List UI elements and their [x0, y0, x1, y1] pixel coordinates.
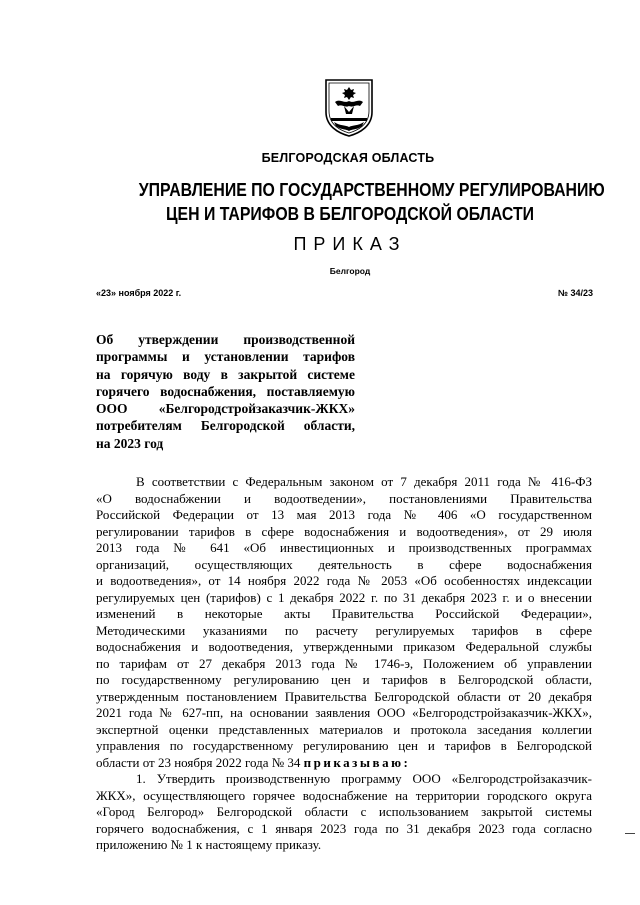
body-line: В соответствии с Федеральным законом от 7 декабря 2011 года № 416-ФЗ — [136, 474, 592, 489]
item-1-line: приложению № 1 к настоящему приказу. — [96, 837, 322, 852]
subject-line: на 2023 год — [96, 435, 164, 451]
subject-line: Об утверждении производственной — [96, 332, 355, 347]
body-line: Методическими указаниями по расчету регулируемых тарифов в сфере — [96, 622, 592, 638]
item-1-line: 1. Утвердить производственную программу ООО «Белгородстройзаказчик- — [136, 771, 592, 786]
body-line: организаций, осуществляющих деятельность в сфере водоснабжения — [96, 556, 592, 572]
body-line: 2021 года № 627-пп, на основании заявления ООО «Белгородстройзаказчик-ЖКХ», — [96, 705, 592, 720]
document-date: «23» ноября 2022 г. — [96, 288, 182, 298]
document-type: ПРИКАЗ — [293, 234, 407, 254]
subject-line: на горячую воду в закрытой системе — [96, 366, 355, 382]
item-1-line: «Город Белгород» Белгородской области с использованием закрытой системы — [96, 804, 592, 819]
body-line: изменений в некоторые акты Правительства Российской Федерации», — [96, 606, 592, 621]
document-number: № 34/23 — [557, 288, 593, 298]
margin-mark — [625, 833, 635, 834]
body-line: регулировании тарифов в сфере водоснабжения и водоотведения», от 29 июля — [96, 523, 592, 539]
document-subject — [96, 331, 355, 452]
body-line: экспертной оценки представленных материалов и протокола заседания коллегии — [96, 721, 592, 737]
agency-name-line-1: УПРАВЛЕНИЕ ПО ГОСУДАРСТВЕННОМУ РЕГУЛИРОВАНИЮ — [138, 180, 605, 200]
item-1-line: горячего водоснабжения, с 1 января 2023 года по 31 декабря 2023 года согласно — [96, 820, 592, 836]
subject-line: горячего водоснабжения, поставляемую — [96, 383, 355, 399]
body-line-text: области от 23 ноября 2022 года № 34 — [96, 754, 301, 770]
subject-line: потребителям Белгородской области, — [96, 418, 355, 434]
body-line-with-order — [96, 755, 592, 772]
body-line: управления по государственному регулированию цен и тарифов в Белгородской — [96, 738, 592, 753]
coat-of-arms-emblem — [322, 78, 376, 138]
body-line: утвержденным постановлением Правительства Белгородской области от 20 декабря — [96, 688, 592, 704]
item-1-line: ЖКХ», осуществляющего горячее водоснабжение на территории городского округа — [96, 787, 592, 803]
body-line: водоснабжения и водоотведения, утвержденными приказом Федеральной службы — [96, 639, 592, 654]
body-line: 2013 года № 641 «Об инвестиционных и производственных программах — [96, 540, 592, 555]
order-word: приказываю: — [303, 754, 411, 770]
subject-line: программы и установлении тарифов — [96, 349, 355, 365]
body-line: и водоотведения», от 14 ноября 2022 года № 2053 «Об особенностях индексации — [96, 573, 592, 588]
body-line: по государственному регулированию цен и тарифов в Белгородской области, — [96, 672, 592, 687]
agency-name — [138, 178, 605, 226]
body-line: Российской Федерации от 13 мая 2013 года № 406 «О государственном — [96, 507, 592, 522]
city-name: Белгород — [329, 266, 371, 276]
body-line: «О водоснабжении и водоотведении», постановлениями Правительства — [96, 490, 592, 506]
subject-line: ООО «Белгородстройзаказчик-ЖКХ» — [96, 401, 355, 417]
body-line: регулируемых цен (тарифов) с 1 декабря 2022 г. по 31 декабря 2023 г. и о внесении — [96, 589, 592, 605]
document-body — [96, 474, 592, 854]
region-name: БЕЛГОРОДСКАЯ ОБЛАСТЬ — [261, 151, 435, 165]
body-line: по тарифам от 27 декабря 2013 года № 1746-э, Положением об управлении — [96, 655, 592, 671]
agency-name-line-2: ЦЕН И ТАРИФОВ В БЕЛГОРОДСКОЙ ОБЛАСТИ — [165, 204, 535, 224]
